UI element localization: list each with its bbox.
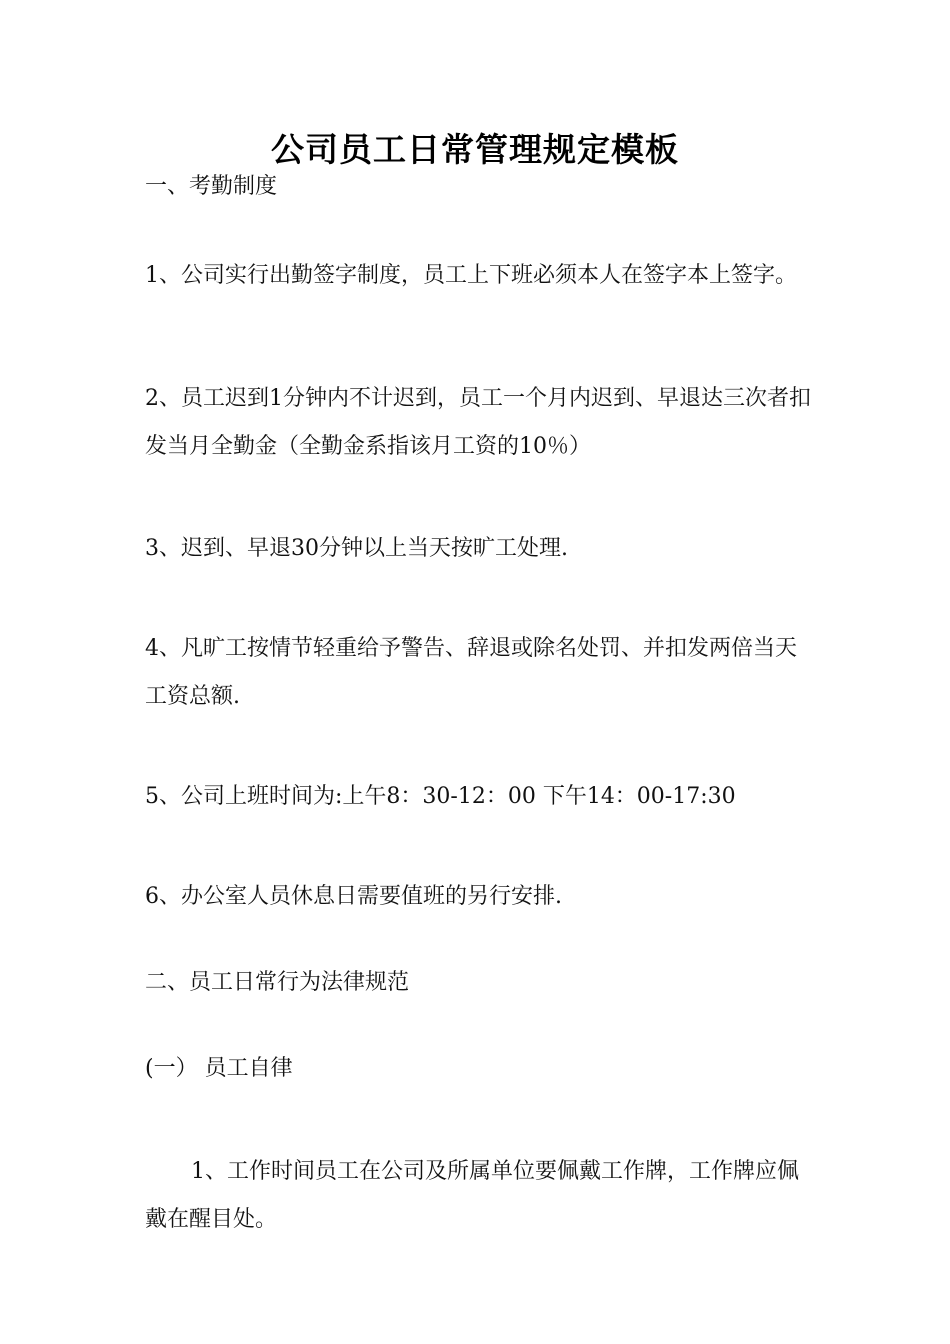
paragraph-item-1: 1、公司实行出勤签字制度，员工上下班必须本人在签字本上签字。 [145, 263, 797, 288]
paragraph-item-4: 4、凡旷工按情节轻重给予警告、辞退或除名处罚、并扣发两倍当天工资总额. [145, 636, 797, 709]
paragraph-item-badge: 1、工作时间员工在公司及所属单位要佩戴工作牌，工作牌应佩戴在醒目处。 [145, 1159, 799, 1232]
paragraph-item-5: 5、公司上班时间为:上午8：30-12：00 下午14：00-17:30 [145, 784, 736, 809]
document-title: 公司员工日常管理规定模板 [271, 130, 679, 169]
paragraph-item-6: 6、办公室人员休息日需要值班的另行安排. [145, 884, 562, 909]
section-heading-attendance: 一、考勤制度 [145, 174, 278, 199]
section-heading-conduct: 二、员工日常行为法律规范 [145, 970, 410, 995]
paragraph-item-2: 2、员工迟到1分钟内不计迟到，员工一个月内迟到、早退达三次者扣发当月全勤金（全勤金系指该月工资的10％） [145, 386, 811, 459]
subsection-heading-self-discipline: (一） 员工自律 [145, 1056, 293, 1081]
paragraph-item-3: 3、迟到、早退30分钟以上当天按旷工处理. [145, 536, 568, 561]
